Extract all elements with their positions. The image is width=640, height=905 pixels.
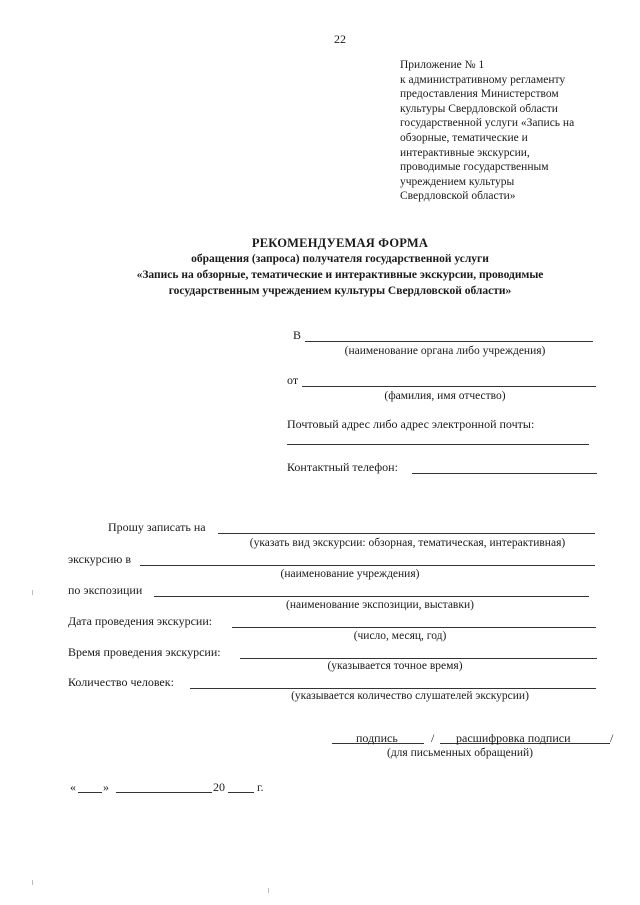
- count-field-line[interactable]: [190, 688, 596, 689]
- date-close-quote: »: [103, 780, 109, 794]
- date-field-line[interactable]: [232, 627, 596, 628]
- form-subtitle-service-cont: государственным учреждением культуры Свердловской области»: [168, 285, 512, 297]
- enroll-hint: (указать вид экскурсии: обзорная, тематическая, интерактивная): [249, 537, 566, 549]
- signature-label: подпись: [356, 731, 398, 745]
- appendix-line: государственной услуги «Запись на: [400, 117, 575, 130]
- scan-mark: [32, 880, 33, 885]
- time-field-line[interactable]: [240, 658, 597, 659]
- excursion-hint: (наименование учреждения): [280, 568, 420, 580]
- to-label: В: [293, 328, 302, 342]
- appendix-line: предоставления Министерством: [400, 88, 559, 101]
- signature-slash: /: [431, 731, 435, 745]
- appendix-line: проводимые государственным: [400, 161, 549, 174]
- appendix-line: интерактивные экскурсии,: [400, 146, 530, 159]
- signature-note: (для письменных обращений): [387, 747, 533, 759]
- appendix-block: [400, 58, 615, 204]
- exposition-hint: (наименование экспозиции, выставки): [286, 599, 474, 611]
- appendix-line: культуры Свердловской области: [400, 102, 558, 115]
- year-suffix: г.: [257, 780, 264, 794]
- address-field-line[interactable]: [287, 444, 589, 445]
- count-hint: (указывается количество слушателей экскурсии): [291, 690, 529, 702]
- to-field-line[interactable]: [305, 341, 593, 342]
- date-hint: (число, месяц, год): [353, 630, 447, 642]
- scan-mark: [268, 888, 269, 893]
- year-field-line[interactable]: [228, 792, 254, 793]
- enroll-label: Прошу записать на: [108, 520, 206, 534]
- phone-field-line[interactable]: [412, 473, 597, 474]
- form-subtitle: обращения (запроса) получателя государственной услуги: [191, 253, 489, 265]
- year-prefix: 20: [213, 780, 225, 794]
- appendix-line: к административному регламенту: [400, 73, 566, 86]
- appendix-line: обзорные, тематические и: [400, 131, 528, 144]
- from-label: от: [287, 373, 299, 387]
- from-field-line[interactable]: [302, 386, 596, 387]
- to-hint: (наименование органа либо учреждения): [344, 345, 546, 357]
- form-title: РЕКОМЕНДУЕМАЯ ФОРМА: [251, 236, 429, 250]
- excursion-field-line[interactable]: [140, 565, 595, 566]
- from-hint: (фамилия, имя отчество): [384, 390, 506, 402]
- appendix-line: Свердловской области»: [400, 190, 516, 203]
- date-open-quote: «: [70, 780, 76, 794]
- enroll-field-line[interactable]: [218, 533, 595, 534]
- exposition-label: по экспозиции: [68, 583, 143, 597]
- time-hint: (указывается точное время): [327, 660, 463, 672]
- scan-mark: [32, 590, 33, 595]
- excursion-label: экскурсию в: [68, 552, 132, 566]
- count-label: Количество человек:: [68, 675, 174, 689]
- phone-label: Контактный телефон:: [287, 460, 398, 474]
- appendix-line: учреждением культуры: [400, 175, 515, 188]
- day-field-line[interactable]: [78, 792, 102, 793]
- signature-end-slash: /: [610, 731, 614, 745]
- appendix-heading: Приложение № 1: [400, 59, 485, 71]
- page-number: 22: [334, 32, 346, 46]
- form-subtitle-service: «Запись на обзорные, тематические и интерактивные экскурсии, проводимые: [136, 269, 544, 281]
- exposition-field-line[interactable]: [154, 596, 589, 597]
- date-label: Дата проведения экскурсии:: [68, 614, 213, 628]
- address-label: Почтовый адрес либо адрес электронной почты:: [287, 417, 535, 431]
- signature-decode-label: расшифровка подписи: [456, 731, 571, 745]
- month-field-line[interactable]: [116, 792, 212, 793]
- time-label: Время проведения экскурсии:: [68, 645, 221, 659]
